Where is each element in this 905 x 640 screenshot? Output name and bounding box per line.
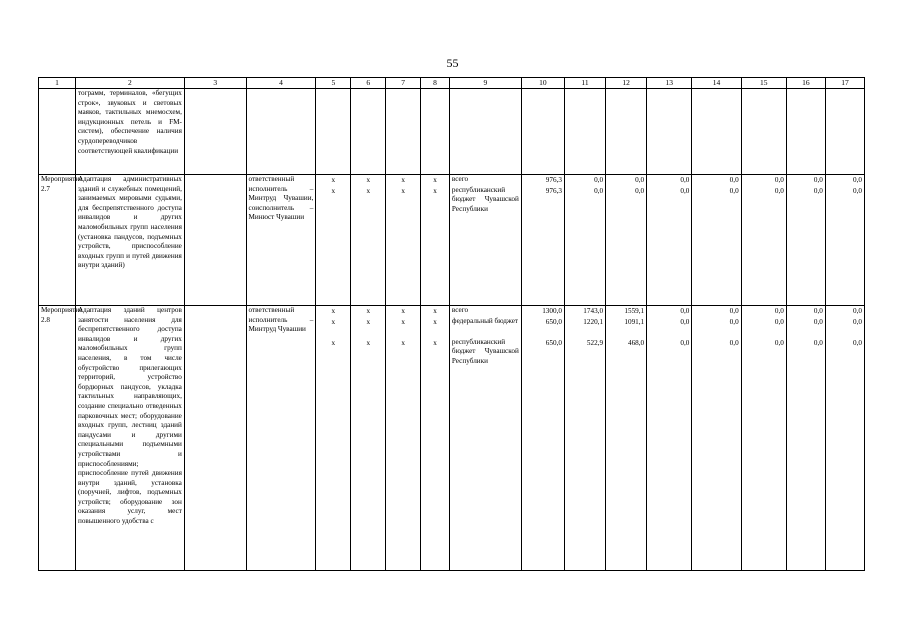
value-cell: x <box>331 338 336 347</box>
measure-description: Адаптация зданий центров занятости населения для беспрепятственного доступа инвалидов и других маломобильных групп населения, в том числе обустройство прилегающих территорий, устройство бордюрных пандусов, укладка тактильных направляющих, создание специально отведенных парковочных мест; оборудование входных групп, лестниц зданий пандусами и другими специальными подъемными устройствами и приспособлениями; приспособление путей движения внутри зданий, установка (поручней, лифтов, подъемных устройств; оборудование зон оказания услуг, мест повышенного удобства с <box>75 306 184 571</box>
value-cell: x <box>331 186 336 195</box>
value-cell: 0,0 <box>774 317 784 326</box>
column-header: 14 <box>692 78 741 89</box>
value-cell: x <box>331 307 336 315</box>
measure-description: тограмм, терминалов, «бегущих строк», звуковых и световых маяков, тактильных мнемосхем, индукционных петель и FM-систем), обеспечение наличия сурдопереводчиков соответствующей квалификации <box>75 89 184 175</box>
value-cell: 0,0 <box>853 317 862 326</box>
value-cell: 0,0 <box>774 307 784 315</box>
value-cell: x <box>433 317 437 326</box>
value-cell: 1743,0 <box>583 307 604 315</box>
value-cell: x <box>433 176 437 184</box>
column-header: 13 <box>647 78 692 89</box>
funding-source: всего <box>451 175 469 183</box>
value-cell: 0,0 <box>680 338 690 347</box>
value-cell: 0,0 <box>635 186 645 195</box>
header-row <box>39 78 865 89</box>
column-header: 3 <box>184 78 246 89</box>
value-cell: 976,3 <box>545 176 562 184</box>
program-table <box>38 77 865 571</box>
value-cell: 1091,1 <box>624 317 645 326</box>
value-cell: 0,0 <box>813 338 823 347</box>
value-cell: 0,0 <box>813 186 823 195</box>
value-cell: 468,0 <box>627 338 645 347</box>
executor-cell: ответственный исполнитель – Минтруд Чувашии, соисполнитель – Минюст Чувашии <box>246 175 316 306</box>
value-cell: x <box>331 176 336 184</box>
table-row <box>39 175 865 306</box>
value-cell: x <box>366 176 371 184</box>
value-cell: x <box>366 186 371 195</box>
value-cell: x <box>401 317 405 326</box>
measure-description: Адаптация административных зданий и служебных помещений, занимаемых мировыми судьями, для беспрепятственного доступа инвалидов и других маломобильных групп населения (установка пандусов, подъемных устройств, приспособление входных групп и путей движения внутри зданий) <box>75 175 184 306</box>
value-cell: 1300,0 <box>542 307 562 315</box>
column-header: 5 <box>316 78 351 89</box>
value-cell: 0,0 <box>853 307 862 315</box>
value-cell: x <box>366 317 371 326</box>
value-cell: 0,0 <box>813 307 823 315</box>
table-row <box>39 306 865 571</box>
value-cell: 0,0 <box>774 338 784 347</box>
funding-source: федеральный бюджет <box>451 316 519 325</box>
value-cell: 0,0 <box>729 186 739 195</box>
value-cell: 0,0 <box>594 176 604 184</box>
column-header: 17 <box>825 78 864 89</box>
value-cell: 0,0 <box>680 317 690 326</box>
column-header: 7 <box>386 78 421 89</box>
value-cell: x <box>331 317 336 326</box>
value-cell: 0,0 <box>680 186 690 195</box>
value-cell: 1559,1 <box>624 307 645 315</box>
measure-name <box>39 89 76 175</box>
value-cell: x <box>401 186 405 195</box>
value-cell: 0,0 <box>853 186 862 195</box>
column-header: 2 <box>75 78 184 89</box>
value-cell: 0,0 <box>729 338 739 347</box>
value-cell: 1220,1 <box>583 317 604 326</box>
measure-name: Мероприятие 2.8 <box>39 306 76 571</box>
column-header: 6 <box>351 78 386 89</box>
column-header: 1 <box>39 78 76 89</box>
value-cell: 0,0 <box>680 307 690 315</box>
value-cell: x <box>401 338 405 347</box>
column-header: 15 <box>741 78 786 89</box>
value-cell: x <box>433 186 437 195</box>
value-cell: 0,0 <box>680 176 690 184</box>
value-cell: x <box>366 307 371 315</box>
executor-cell: ответственный исполнитель – Минтруд Чувашии <box>246 306 316 571</box>
measure-name: Мероприятие 2.7 <box>39 175 76 306</box>
value-cell: 0,0 <box>729 176 739 184</box>
value-cell: 650,0 <box>545 338 562 347</box>
funding-source: всего <box>451 306 469 314</box>
value-cell: 0,0 <box>594 186 604 195</box>
column-header: 10 <box>521 78 564 89</box>
value-cell: x <box>401 176 405 184</box>
value-cell: 522,9 <box>586 338 604 347</box>
column-header: 11 <box>564 78 605 89</box>
value-cell: x <box>401 307 405 315</box>
column-header: 12 <box>606 78 647 89</box>
value-cell: 0,0 <box>774 186 784 195</box>
value-cell: 976,3 <box>545 186 562 195</box>
column-header: 16 <box>786 78 825 89</box>
value-cell: 0,0 <box>813 317 823 326</box>
column-header: 8 <box>421 78 450 89</box>
page-number: 55 <box>446 56 459 70</box>
value-cell: 0,0 <box>729 317 739 326</box>
value-cell: 0,0 <box>774 176 784 184</box>
table-row <box>39 89 865 175</box>
executor-cell <box>246 89 316 175</box>
column-header: 4 <box>246 78 316 89</box>
value-cell: 0,0 <box>853 338 862 347</box>
funding-source: республиканский бюджет Чувашской Республики <box>451 337 519 365</box>
value-cell: 650,0 <box>545 317 562 326</box>
value-cell: 0,0 <box>635 176 645 184</box>
value-cell: x <box>366 338 371 347</box>
value-cell: 0,0 <box>813 176 823 184</box>
funding-source: республиканский бюджет Чувашской Республики <box>451 185 519 213</box>
value-cell: 0,0 <box>853 176 862 184</box>
column-header: 9 <box>449 78 521 89</box>
value-cell: 0,0 <box>729 307 739 315</box>
value-cell: x <box>433 307 437 315</box>
value-cell: x <box>433 338 437 347</box>
